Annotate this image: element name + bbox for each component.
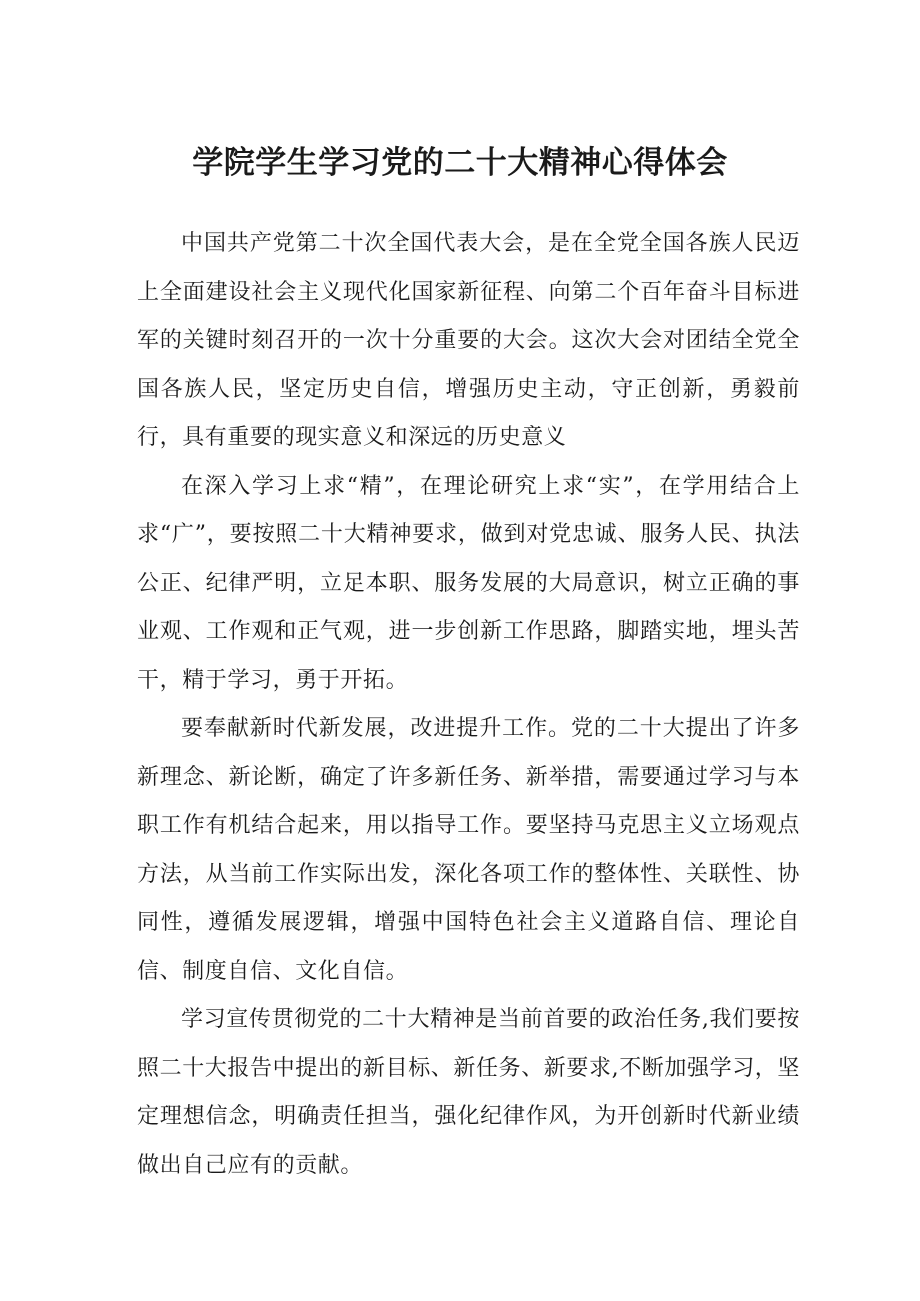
document-body xyxy=(137,220,800,1190)
document-title: 学院学生学习党的二十大精神心得体会 xyxy=(192,145,728,181)
paragraph-1: 中国共产党第二十次全国代表大会，是在全党全国各族人民迈上全面建设社会主义现代化国家新征程、向第二个百年奋斗目标进军的关键时刻召开的一次十分重要的大会。这次大会对团结全党全国各族人民，坚定历史自信，增强历史主动，守正创新，勇毅前行，具有重要的现实意义和深远的历史意义 xyxy=(137,231,800,450)
paragraph-3: 要奉献新时代新发展，改进提升工作。党的二十大提出了许多新理念、新论断，确定了许多新任务、新举措，需要通过学习与本职工作有机结合起来，用以指导工作。要坚持马克思主义立场观点方法，从当前工作实际出发，深化各项工作的整体性、关联性、协同性，遵循发展逻辑，增强中国特色社会主义道路自信、理论自信、制度自信、文化自信。 xyxy=(137,716,800,984)
paragraph-2: 在深入学习上求“精”，在理论研究上求“实”，在学用结合上求“广”，要按照二十大精神要求，做到对党忠诚、服务人民、执法公正、纪律严明，立足本职、服务发展的大局意识，树立正确的事业观、工作观和正气观，进一步创新工作思路，脚踏实地，埋头苦干，精于学习，勇于开拓。 xyxy=(137,473,800,693)
paragraph-4: 学习宣传贯彻党的二十大精神是当前首要的政治任务,我们要按照二十大报告中提出的新目标、新任务、新要求,不断加强学习，坚定理想信念，明确责任担当，强化纪律作风，为开创新时代新业绩做出自己应有的贡献。 xyxy=(137,1007,800,1178)
